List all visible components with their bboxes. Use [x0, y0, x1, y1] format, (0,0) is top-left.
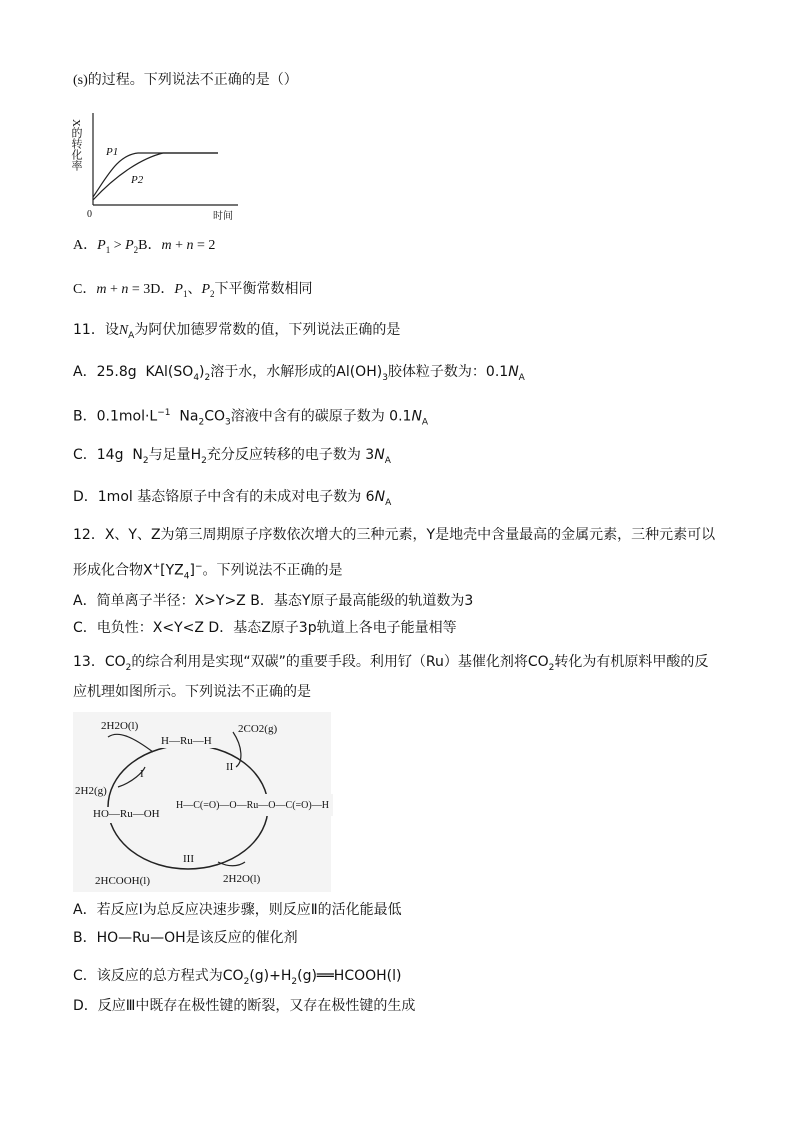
q11-stem: 11．设$N_A$为阿伏加德罗常数的值，下列说法正确的是 [73, 322, 401, 341]
q13-stem-1: 13．$CO_2$的综合利用是实现“双碳”的重要手段。利用钌（Ru）基催化剂将$CO_2$转化为有机原料甲酸的反 [73, 654, 709, 673]
q12-option-ab: A．简单离子半径：X>Y>Z B．基态Y原子最高能级的轨道数为3 [73, 593, 474, 609]
h-ru-h-label: H—Ru—H [161, 735, 212, 747]
step-2-label: II [226, 761, 234, 773]
q11-option-a: A．25.8g $KAl(SO_4)_2$溶于水，水解形成的$Al(OH)_3$胶体粒子数为：$0.1N_A$ [73, 364, 525, 383]
co2-label: 2CO2(g) [238, 723, 278, 735]
q13-option-b: B．HO—Ru—OH是该反应的催化剂 [73, 930, 298, 946]
question-stem-tail: (s)的过程。下列说法不正确的是（） [73, 72, 298, 88]
q12-stem-2: 形成化合物$X^+[YZ_4]^-$。下列说法不正确的是 [73, 562, 343, 582]
q11-option-c: C．14g $N_2$与足量$H_2$充分反应转移的电子数为 $3N_A$ [73, 447, 391, 466]
q13-option-c: C．该反应的总方程式为$CO_2(g)+H_2(g)══HCOOH(l)$ [73, 968, 402, 987]
q12-stem-1: 12．X、Y、Z为第三周期原子序数依次增大的三种元素，Y是地壳中含量最高的金属元素，三种元素可以 [73, 527, 716, 543]
q12-option-cd: C．电负性：X<Y<Z D．基态Z原子3p轨道上各电子能量相等 [73, 620, 457, 636]
step-1-label: I [140, 768, 144, 780]
h2-label: 2H2(g) [75, 785, 107, 797]
formate-complex-label: H—C(=O)—O—Ru—O—C(=O)—H [176, 800, 329, 811]
q13-option-d: D．反应Ⅲ中既存在极性键的断裂，又存在极性键的生成 [73, 998, 416, 1014]
x-axis-label: 时间 [213, 211, 233, 222]
y-axis-label: X的转化率 [70, 119, 82, 171]
curve-p2-label: P2 [131, 174, 144, 186]
ho-ru-oh-label: HO—Ru—OH [93, 808, 160, 820]
q11-option-d: D．1mol 基态铬原子中含有的未成对电子数为 $6N_A$ [73, 489, 392, 508]
q10-option-ab: A．$P_1 > P_2B$．m + n = 2 [73, 238, 216, 255]
q10-option-cd: C．m + n = 3D．$P_1$、$P_2$下平衡常数相同 [73, 281, 313, 299]
q13-stem-2: 应机理如图所示。下列说法不正确的是 [73, 684, 311, 700]
conversion-graph [70, 105, 248, 225]
origin-label: 0 [87, 209, 92, 220]
mechanism-diagram [73, 712, 331, 892]
q11-option-b: B．$0.1mol\cdot L^{-1}$ $Na_2CO_3$溶液中含有的碳原子数为 $0.1N_A$ [73, 408, 429, 428]
q13-option-a: A．若反应Ⅰ为总反应决速步骤，则反应Ⅱ的活化能最低 [73, 902, 402, 918]
h2o-bottom-label: 2H2O(l) [223, 873, 261, 885]
step-3-label: III [183, 853, 194, 865]
hcooh-label: 2HCOOH(l) [95, 875, 150, 887]
curve-p1-label: P1 [106, 146, 119, 158]
h2o-top-label: 2H2O(l) [101, 720, 139, 732]
